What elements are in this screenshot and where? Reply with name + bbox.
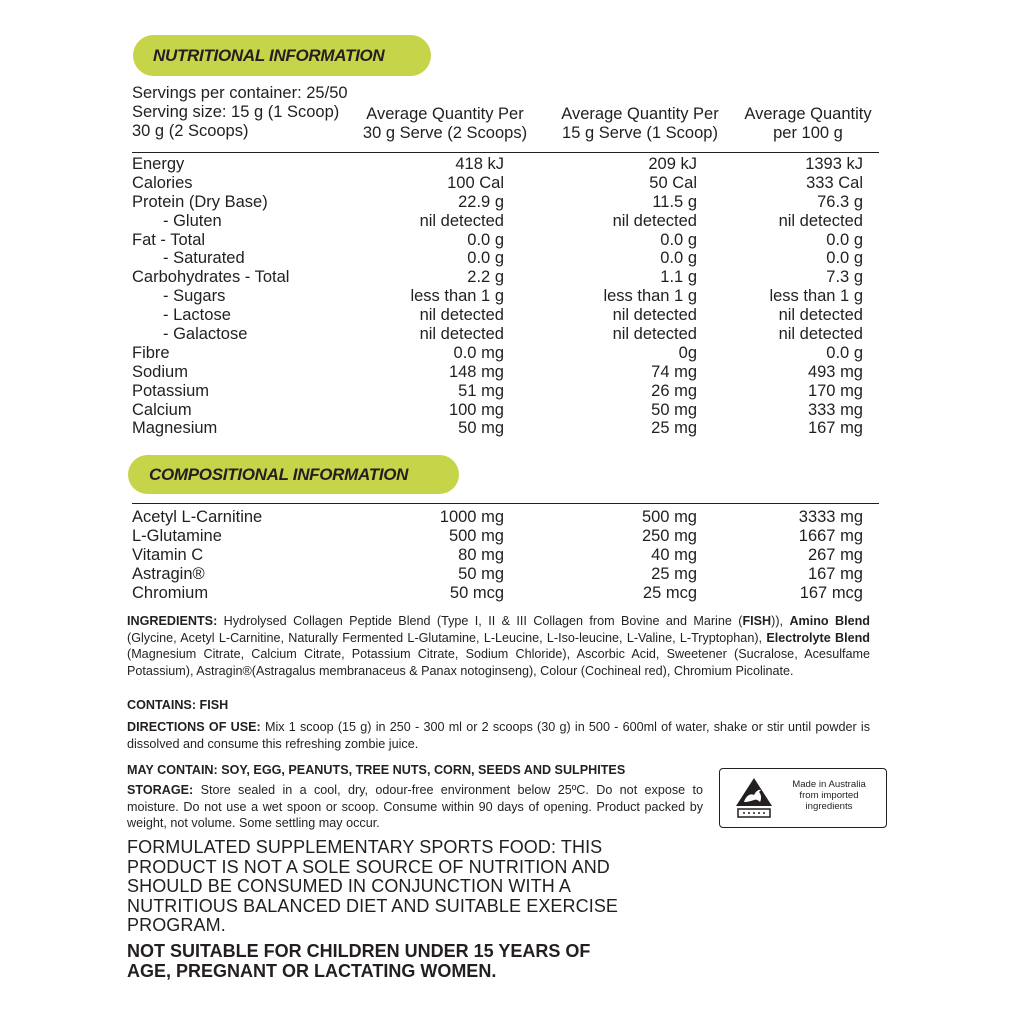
value-100g: 333 mg [807,400,863,419]
value-30g: nil detected [419,211,504,230]
nutritional-row [132,382,879,401]
row-label: - Sugars [163,287,226,306]
contains-text: CONTAINS: FISH [127,698,229,712]
value-15g: 209 kJ [648,155,697,173]
nutritional-row [132,419,879,438]
value-15g: less than 1 g [603,287,697,306]
value-100g: 0.0 g [826,343,863,362]
value-100g: nil detected [778,325,863,344]
nutritional-row [132,249,879,268]
value-100g: 170 mg [807,381,863,400]
compositional-row [132,508,879,527]
value-30g: nil detected [419,306,504,325]
compositional-information-heading [128,455,459,494]
value-100g: 0.0 g [826,230,863,249]
row-label: L-Glutamine [132,526,222,545]
electrolyte-blend-label: Electrolyte Blend [766,630,870,645]
value-15g: 74 mg [651,362,697,381]
directions-text: Mix 1 scoop (15 g) in 250 - 300 ml or 2 scoops (30 g) in 500 - 600ml of water, shake or stir until powder is dissolved and consume this refreshing zombie juice. [127,720,870,751]
amino-blend-label: Amino Blend [789,614,871,628]
value-30g: 100 mg [448,400,504,419]
nutritional-row [132,401,879,420]
value-15g: nil detected [612,325,697,344]
value-100g: 76.3 g [817,192,863,211]
value-100g: 267 mg [807,545,863,564]
badge-line1: Made in Australia [792,779,866,790]
value-15g: 25 mg [651,419,697,438]
formulated-supplementary-statement: FORMULATED SUPPLEMENTARY SPORTS FOOD: THIS PRODUCT IS NOT A SOLE SOURCE OF NUTRITION AND SHOULD BE CONSUMED IN CONJUNCTION WITH A NUTRITIOUS BALANCED DIET AND SUITABLE EXERCISE PROGRAM. [127,837,619,936]
column-header-30g-line2: 30 g Serve (2 Scoops) [362,124,528,142]
row-label: Vitamin C [132,545,204,564]
badge-line3: ingredients [805,801,853,813]
ingredients-text-1: Hydrolysed Collagen Peptide Blend (Type I, II & III Collagen from Bovine and Marine ( [217,614,743,628]
column-header-100g-line1: Average Quantity [744,105,872,123]
compositional-row [132,584,879,603]
value-100g: 7.3 g [826,268,863,287]
column-header-100g [734,105,882,143]
serving-size-line2: 30 g (2 Scoops) [132,122,249,140]
value-30g: 148 mg [448,362,504,381]
compositional-heading-text: COMPOSITIONAL INFORMATION [149,464,409,484]
value-100g: 0.0 g [826,249,863,268]
value-100g: 167 mg [807,564,863,583]
row-label: Chromium [132,583,209,602]
value-100g: 1667 mg [798,526,863,545]
compositional-row [132,565,879,584]
value-30g: nil detected [419,325,504,344]
compositional-row [132,546,879,565]
may-contain-text: MAY CONTAIN: SOY, EGG, PEANUTS, TREE NUTS, CORN, SEEDS AND SULPHITES [127,763,626,777]
nutritional-table-rule [132,152,879,153]
ingredients-text-4: (Magnesium Citrate, Calcium Citrate, Potassium Citrate, Sodium Chloride), Ascorbic Acid, Sweetener (Sucralose, Acesulfame Potassium), Astragin®(Astragalus membranaceus & Panax notoginseng), Colour (Cochineal red), Chromium Picolinate. [127,647,870,678]
value-30g: 50 mg [458,419,504,438]
value-15g: 0.0 g [660,230,697,249]
column-header-100g-line2: per 100 g [773,124,843,142]
value-30g: 22.9 g [458,192,504,211]
nutritional-information-heading [133,35,431,76]
row-label: Fat - Total [132,230,206,249]
ingredients-fish: FISH [742,614,772,628]
value-15g: 11.5 g [652,192,697,211]
row-label: Magnesium [132,419,218,438]
value-15g: 50 Cal [649,173,697,192]
compositional-table [132,508,879,602]
nutritional-row [132,287,879,306]
value-15g: 50 mg [651,400,697,419]
value-30g: 50 mcg [449,583,504,602]
row-label: Calcium [132,400,192,419]
row-label: Energy [132,155,185,173]
value-100g: 1393 kJ [805,155,863,173]
serving-size-line1: Serving size: 15 g (1 Scoop) [132,103,340,121]
nutritional-row [132,268,879,287]
storage-text: Store sealed in a cool, dry, odour-free environment below 25ºC. Do not expose to moisture. Do not use a wet spoon or scoop. Consume within 90 days of opening. Product packed by weight, not volume. Some settling may occur. [127,783,703,831]
ingredients-paragraph [127,613,870,679]
column-header-30g [352,105,538,143]
nutritional-row [132,363,879,382]
column-header-30g-line1: Average Quantity Per [366,105,524,123]
value-15g: 250 mg [641,526,697,545]
value-100g: nil detected [778,211,863,230]
value-30g: 51 mg [458,381,504,400]
row-label: Fibre [132,343,170,362]
row-label: Carbohydrates - Total [132,268,290,287]
nutritional-row [132,212,879,231]
value-15g: 40 mg [651,545,697,564]
ingredients-label: INGREDIENTS: [127,614,218,628]
value-100g: 167 mg [807,419,863,438]
column-header-15g [549,105,731,143]
value-30g: 0.0 mg [453,343,504,362]
row-label: Protein (Dry Base) [132,192,268,211]
storage-paragraph [127,782,703,832]
ingredients-text-3: (Glycine, Acetyl L-Carnitine, Naturally Fermented L-Glutamine, L-Leucine, L-Iso-leucine, L-Valine, L-Tryptophan), [127,630,767,645]
row-label: Sodium [132,362,188,381]
value-30g: 1000 mg [439,508,504,526]
value-100g: less than 1 g [769,287,863,306]
row-label: Calories [132,173,193,192]
value-30g: 50 mg [458,564,504,583]
nutritional-row [132,174,879,193]
value-100g: 3333 mg [798,508,863,526]
contains-statement [127,697,870,714]
serving-info [132,84,348,141]
value-30g: 0.0 g [467,230,504,249]
value-15g: 1.1 g [660,268,697,287]
value-15g: 0.0 g [660,249,697,268]
value-30g: 418 kJ [455,155,504,173]
value-100g: 167 mcg [799,583,863,602]
made-in-australia-badge [719,768,887,828]
row-label: Astragin® [132,564,205,583]
nutritional-row [132,325,879,344]
value-100g: 333 Cal [806,173,863,192]
value-30g: 100 Cal [447,173,504,192]
directions-label: DIRECTIONS OF USE: [127,720,261,734]
compositional-row [132,527,879,546]
value-15g: 25 mcg [642,583,697,602]
row-label: - Gluten [163,211,222,230]
value-15g: nil detected [612,211,697,230]
value-15g: nil detected [612,306,697,325]
nutritional-heading-text: NUTRITIONAL INFORMATION [153,45,385,65]
nutritional-row [132,155,879,174]
value-100g: 493 mg [807,362,863,381]
storage-label: STORAGE: [127,783,194,797]
value-30g: 80 mg [458,545,504,564]
row-label: - Galactose [163,325,248,344]
nutritional-row [132,306,879,325]
compositional-table-rule [132,503,879,504]
nutritional-table [132,155,879,438]
value-100g: nil detected [778,306,863,325]
nutritional-row [132,231,879,250]
value-15g: 0g [678,343,697,362]
ingredients-text-2: )), [771,614,790,628]
directions-paragraph [127,719,870,752]
australia-kangaroo-triangle-icon [734,776,774,820]
not-suitable-warning: NOT SUITABLE FOR CHILDREN UNDER 15 YEARS OF AGE, PREGNANT OR LACTATING WOMEN. [127,941,591,981]
badge-text [778,779,880,813]
row-label: - Lactose [163,306,231,325]
value-15g: 25 mg [651,564,697,583]
row-label: Acetyl L-Carnitine [132,508,263,526]
row-label: Potassium [132,381,210,400]
nutritional-row [132,193,879,212]
servings-per-container: Servings per container: 25/50 [132,84,348,102]
column-header-15g-line2: 15 g Serve (1 Scoop) [562,124,718,142]
value-30g: 0.0 g [467,249,504,268]
nutritional-row [132,344,879,363]
value-30g: 2.2 g [467,268,504,287]
value-15g: 500 mg [641,508,697,526]
column-header-15g-line1: Average Quantity Per [561,105,719,123]
badge-line2: from imported [799,790,859,802]
value-30g: 500 mg [448,526,504,545]
row-label: - Saturated [163,249,245,268]
value-15g: 26 mg [651,381,697,400]
value-30g: less than 1 g [410,287,504,306]
